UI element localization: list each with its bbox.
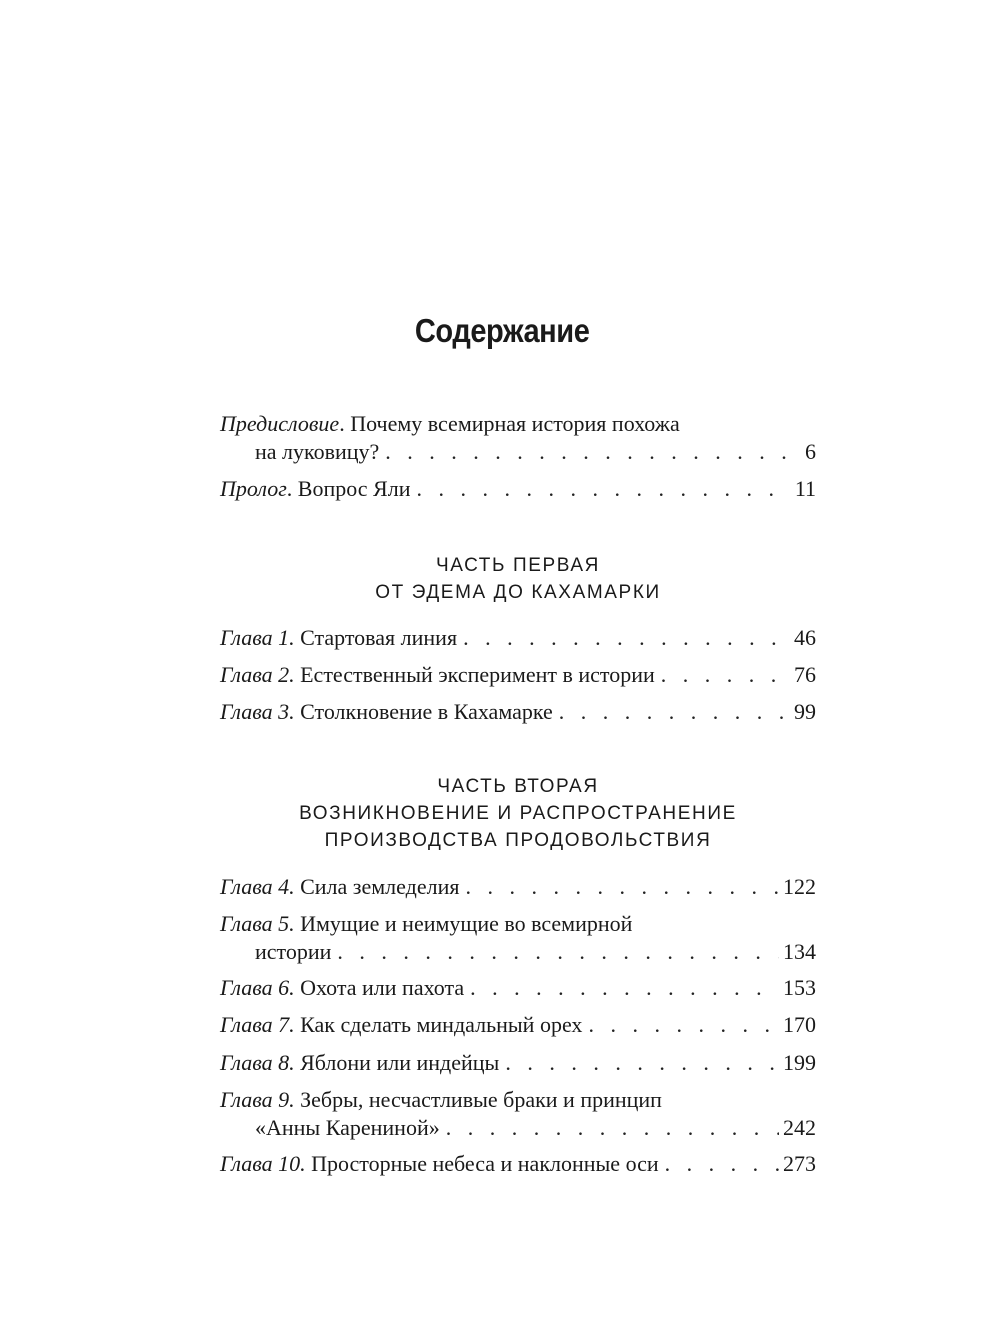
toc-entry-line [220, 410, 816, 438]
part-heading [0, 773, 1000, 854]
part-title: ВОЗНИКНОВЕНИЕ И РАСПРОСТРАНЕНИЕ [299, 803, 737, 824]
toc-entry-line [220, 938, 816, 966]
page-number: 99 [794, 699, 816, 724]
page-number: 11 [794, 476, 816, 501]
dot-leader [559, 698, 790, 726]
entry-title: Охота или пахота [300, 975, 465, 1000]
toc-entry-chapter-3 [220, 698, 816, 726]
entry-label: Глава 2. [220, 662, 295, 687]
entry-label: Глава 10. [220, 1151, 306, 1176]
toc-entry-chapter-10 [220, 1150, 816, 1178]
toc-entry-chapter-1 [220, 624, 816, 652]
entry-title: Яблони или индейцы [300, 1050, 500, 1075]
toc-entry-chapter-2 [220, 661, 816, 689]
page-number: 122 [783, 874, 816, 899]
entry-label: Глава 5. [220, 911, 295, 936]
entry-title: истории [255, 939, 332, 964]
dot-leader [470, 974, 779, 1002]
entry-title: Имущие и неимущие во всемирной [300, 911, 633, 936]
entry-title: Зебры, несчастливые браки и принцип [300, 1087, 662, 1112]
part-title: ПРОИЗВОДСТВА ПРОДОВОЛЬСТВИЯ [324, 830, 712, 851]
dot-leader [463, 624, 790, 652]
dot-leader [337, 938, 779, 966]
toc-entry-chapter-6 [220, 974, 816, 1002]
entry-title: Столкновение в Кахамарке [300, 699, 553, 724]
entry-label: Глава 6. [220, 975, 295, 1000]
page-number: 134 [783, 939, 816, 964]
dot-leader [665, 1150, 779, 1178]
toc-entry-line [220, 1150, 816, 1178]
toc-entry-line [220, 661, 816, 689]
entry-title: Стартовая линия [300, 625, 458, 650]
entry-label: Глава 4. [220, 874, 295, 899]
page-number: 170 [783, 1012, 816, 1037]
entry-title: Естественный эксперимент в истории [300, 662, 655, 687]
entry-label-separator: . [286, 476, 293, 501]
page-number: 6 [805, 439, 816, 464]
toc-entry-chapter-4 [220, 873, 816, 901]
toc-entry-line [220, 910, 816, 938]
toc-entry-prologue [220, 475, 816, 503]
part-number: ЧАСТЬ ВТОРАЯ [437, 776, 599, 797]
entry-title: Как сделать миндальный орех [300, 1012, 583, 1037]
dot-leader [588, 1011, 779, 1039]
entry-label: Пролог [220, 476, 287, 501]
entry-title: Сила земледелия [300, 874, 460, 899]
entry-title: «Анны Карениной» [255, 1115, 440, 1140]
dot-leader [505, 1049, 779, 1077]
toc-entry-line [220, 624, 816, 652]
dot-leader [465, 873, 779, 901]
entry-title: на луковицу? [255, 439, 380, 464]
toc-entry-line [220, 1086, 816, 1114]
toc-entry-line [220, 873, 816, 901]
entry-label: Глава 8. [220, 1050, 295, 1075]
page-number: 153 [783, 975, 816, 1000]
toc-entry-line [220, 698, 816, 726]
part-title: ОТ ЭДЕМА ДО КАХАМАРКИ [375, 582, 661, 603]
toc-entry-line [220, 974, 816, 1002]
dot-leader [416, 475, 790, 503]
part-number: ЧАСТЬ ПЕРВАЯ [435, 555, 600, 576]
toc-entry-line [220, 475, 816, 503]
entry-label: Глава 1. [220, 625, 295, 650]
entry-label: Глава 7. [220, 1012, 295, 1037]
page-number: 242 [783, 1115, 816, 1140]
toc-entry-preface [220, 410, 816, 466]
toc-entry-chapter-8 [220, 1049, 816, 1077]
entry-label: Предисловие [220, 411, 340, 436]
part-heading [0, 552, 1000, 606]
entry-label-separator: . [339, 411, 345, 436]
toc-entry-line [220, 1114, 816, 1142]
page-title: Содержание [414, 312, 590, 349]
toc-entry-chapter-7 [220, 1011, 816, 1039]
toc-entry-chapter-9 [220, 1086, 816, 1142]
entry-label: Глава 9. [220, 1087, 295, 1112]
entry-label: Глава 3. [220, 699, 295, 724]
dot-leader [661, 661, 790, 689]
entry-title: Вопрос Яли [297, 476, 411, 501]
toc-entry-chapter-5 [220, 910, 816, 966]
dot-leader [446, 1114, 779, 1142]
toc-entry-line [220, 438, 816, 466]
page-number: 46 [794, 625, 816, 650]
dot-leader [385, 438, 801, 466]
page-number: 273 [783, 1151, 816, 1176]
toc-entry-line [220, 1049, 816, 1077]
page-number: 76 [794, 662, 816, 687]
entry-title: Почему всемирная история похожа [350, 411, 680, 436]
toc-entry-line [220, 1011, 816, 1039]
entry-title: Просторные небеса и наклонные оси [311, 1151, 659, 1176]
page-number: 199 [783, 1050, 816, 1075]
